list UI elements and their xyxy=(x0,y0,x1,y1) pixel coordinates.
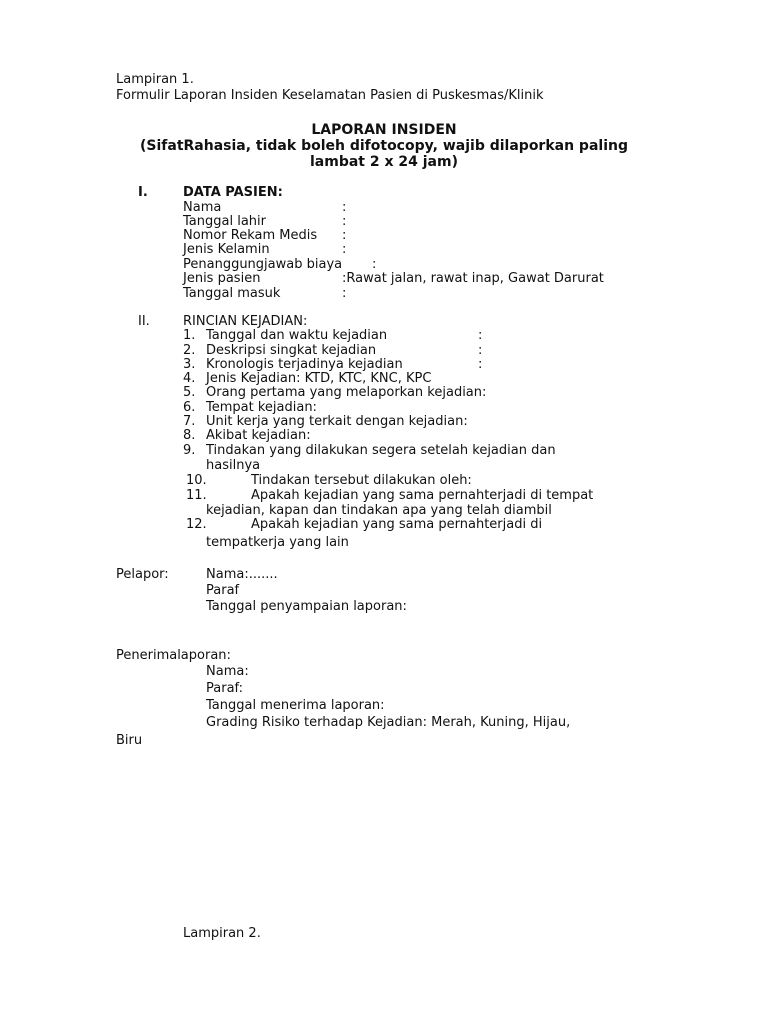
list-item-number: 3. xyxy=(183,357,196,372)
field-value: : xyxy=(342,286,347,301)
list-item: Jenis Kejadian: KTD, KTC, KNC, KPC xyxy=(206,371,432,386)
risk-grading: Grading Risiko terhadap Kejadian: Merah, Kuning, Hijau, xyxy=(206,715,571,730)
list-item-number: 6. xyxy=(183,400,196,415)
reporter-label: Pelapor: xyxy=(116,567,169,582)
list-item-number: 9. xyxy=(183,443,196,458)
list-item-number: 11. xyxy=(186,488,207,503)
list-item: Deskripsi singkat kejadian xyxy=(206,343,377,358)
field-value: : xyxy=(342,228,347,243)
list-item-number: 2. xyxy=(183,343,196,358)
list-item-number: 12. xyxy=(186,517,207,532)
field-label: Tanggal masuk xyxy=(183,286,281,301)
form-subtitle: Formulir Laporan Insiden Keselamatan Pasien di Puskesmas/Klinik xyxy=(116,88,544,103)
list-item: Unit kerja yang terkait dengan kejadian: xyxy=(206,414,468,429)
list-item-colon: : xyxy=(478,328,483,343)
list-item-continuation: tempatkerja yang lain xyxy=(206,535,349,550)
list-item: Tanggal dan waktu kejadian xyxy=(206,328,388,343)
appendix-label: Lampiran 1. xyxy=(116,72,194,87)
list-item-number: 4. xyxy=(183,371,196,386)
section1-heading: DATA PASIEN: xyxy=(183,185,283,200)
confidential-note-cont: lambat 2 x 24 jam) xyxy=(310,154,458,170)
reporter-name: Nama:....... xyxy=(206,567,278,582)
list-item-number: 10. xyxy=(186,473,207,488)
list-item: Orang pertama yang melaporkan kejadian: xyxy=(206,385,487,400)
list-item-colon: : xyxy=(478,357,483,372)
list-item-number: 5. xyxy=(183,385,196,400)
section2-numeral: II. xyxy=(138,314,150,329)
reporter-date: Tanggal penyampaian laporan: xyxy=(206,599,407,614)
appendix2-label: Lampiran 2. xyxy=(183,926,261,941)
field-label: Jenis pasien xyxy=(183,271,261,286)
section2-heading: RINCIAN KEJADIAN: xyxy=(183,314,308,329)
list-item: Apakah kejadian yang sama pernahterjadi di xyxy=(251,517,543,532)
list-item: Kronologis terjadinya kejadian xyxy=(206,357,403,372)
list-item-continuation: hasilnya xyxy=(206,458,261,473)
field-label: Penanggungjawab biaya xyxy=(183,257,343,272)
receiver-label: Penerimalaporan: xyxy=(116,648,231,663)
list-item-number: 7. xyxy=(183,414,196,429)
receiver-paraf: Paraf: xyxy=(206,681,244,696)
risk-grading-cont: Biru xyxy=(116,733,143,748)
list-item-number: 1. xyxy=(183,328,196,343)
field-label: Jenis Kelamin xyxy=(183,242,270,257)
list-item: Apakah kejadian yang sama pernahterjadi di tempat xyxy=(251,488,594,503)
list-item: Tempat kejadian: xyxy=(206,400,317,415)
list-item: Akibat kejadian: xyxy=(206,428,311,443)
receiver-date: Tanggal menerima laporan: xyxy=(206,698,385,713)
field-value: : xyxy=(372,257,377,272)
report-title: LAPORAN INSIDEN xyxy=(311,122,457,138)
confidential-note: (SifatRahasia, tidak boleh difotocopy, wajib dilaporkan paling xyxy=(140,138,628,154)
field-label: Nama xyxy=(183,200,222,215)
list-item-colon: : xyxy=(478,343,483,358)
section1-numeral: I. xyxy=(138,185,148,200)
receiver-name: Nama: xyxy=(206,664,249,679)
list-item: Tindakan tersebut dilakukan oleh: xyxy=(251,473,472,488)
reporter-paraf: Paraf xyxy=(206,583,240,598)
field-label: Tanggal lahir xyxy=(183,214,266,229)
field-value: : xyxy=(342,200,347,215)
list-item-continuation: kejadian, kapan dan tindakan apa yang telah diambil xyxy=(206,503,552,518)
field-value: : xyxy=(342,242,347,257)
list-item: Tindakan yang dilakukan segera setelah kejadian dan xyxy=(206,443,556,458)
list-item-number: 8. xyxy=(183,428,196,443)
field-value: : xyxy=(342,214,347,229)
field-label: Nomor Rekam Medis xyxy=(183,228,318,243)
field-value: :Rawat jalan, rawat inap, Gawat Darurat xyxy=(342,271,604,286)
